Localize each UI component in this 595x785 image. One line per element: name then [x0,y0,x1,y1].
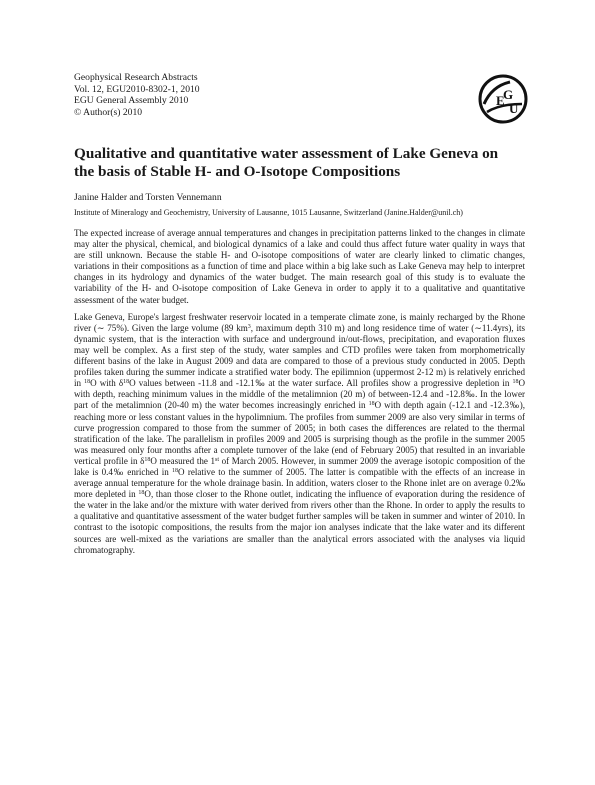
superscript: 18 [512,379,519,386]
superscript: 18 [368,401,375,408]
paper-title: Qualitative and quantitative water assessment of Lake Geneva on the basis of Stable H- and O-Isotope Compositions [74,145,499,180]
superscript: st [215,456,220,463]
text-run: O with δ [90,378,124,389]
volume-info: Vol. 12, EGU2010-8302-1, 2010 [74,83,200,95]
superscript: 18 [172,467,179,474]
superscript: 18 [123,379,130,386]
affiliation: Institute of Mineralogy and Geochemistry, University of Lausanne, 1015 Lausanne, Switzerland (Janine.Halder@unil.ch) [74,208,463,217]
text-run: O with depth again (-12.1 and -12.3‰), reaching more or less constant values in the hypolimnium. The profiles from summer 2009 are also very similar in terms of curve progression compared to those from the summer of 2005; in both cases the differences are related to the thermal stratification of the lake. The parallelism in profiles 2009 and 2005 is surprising though as the profile in the summer 2005 was measured only four months after a complete turnover of the lake (end of February 2005) that resulted in an invariable vertical profile in δ [74,400,525,466]
superscript: 3 [247,323,251,330]
authors: Janine Halder and Torsten Vennemann [74,192,222,203]
text-run: O measured the 1 [150,455,216,466]
svg-text:E: E [496,93,505,108]
copyright-info: © Author(s) 2010 [74,106,143,118]
superscript: 18 [144,456,151,463]
superscript: 18 [138,490,145,497]
text-run: O, than those closer to the Rhone outlet, indicating the influence of evaporation during the residence of the water in the lake and/or the mixture with water derived from rivers other than the Rhone. In order to apply the results to a qualitative and quantitative assessment of the water budget further samples will be taken in summer and winter of 2010. In contrast to the isotopic compositions, the results from the major ion analyses indicate that the lake water and its different sources are well-mixed as the variations are smaller than the analytical errors associated with the analyses via liquid chromatography. [74,489,525,555]
text-run: O values between -11.8 and -12.1‰ at the water surface. All profiles show a progressive depletion in [129,378,513,389]
text-run: , maximum depth 310 m) and long residence time of water (∼11.4yrs), its dynamic system, that is the interaction with surface and underground in/out-flows, precipitation, and evaporation fluxes may well be complex. As a first step of the study, water samples and CTD profiles were taken from morphometrically different basins of the lake in August 2009 and data are compared to those of a previous study conducted in 2005. Depth profiles taken during the summer indicate a stratified water body. The epilimnion (uppermost 2-12 m) is relatively enriched in [74,322,525,389]
text-run: Lake Geneva, Europe's largest freshwater reservoir located in a temperate climate zone, is mainly recharged by the Rhone river (∼ 75%). Given the large volume (89 km [74,311,525,333]
text-run: of March 2005. However, in summer 2009 the average isotopic composition of the lake is 0.4‰ enriched in [74,455,525,477]
journal-header [74,72,200,118]
journal-name: Geophysical Research Abstracts [74,72,198,83]
abstract-body [74,228,525,562]
text-run: O relative to the summer of 2005. The latter is compatible with the effects of an increase in average annual temperature for the whole drainage basin. In addition, waters closer to the Rhone inlet are on average 0.2‰ more depleted in [74,466,525,500]
assembly-info: EGU General Assembly 2010 [74,95,189,107]
superscript: 18 [84,379,91,386]
egu-logo [478,74,528,124]
text-run: O with depth, reaching minimum values in the middle of the metalimnion (20 m) of between-12.4 and -12.8‰. In the lower part of the metalimnion (20-40 m) the water becomes increasingly enriched in [74,378,525,411]
svg-text:U: U [509,101,519,116]
abstract-paragraph-2 [74,312,525,556]
svg-text:G: G [503,87,514,102]
abstract-paragraph-1: The expected increase of average annual temperatures and changes in precipitation patterns linked to the changes in climate may alter the physical, chemical, and biological dynamics of a lake and could thus affect future water quality in ways that are still unknown. Because the stable H- and O-isotope compositions of water are clearly linked to climatic changes, variations in their compositions as a function of time and place within a big lake such as Lake Geneva may help to interpret changes in its hydrology and dynamics of the water budget. The main research goal of this study is to evaluate the variability of the H- and O-isotope composition of Lake Geneva in order to apply it to a qualitative and quantitative assessment of the water budget. [74,228,525,305]
